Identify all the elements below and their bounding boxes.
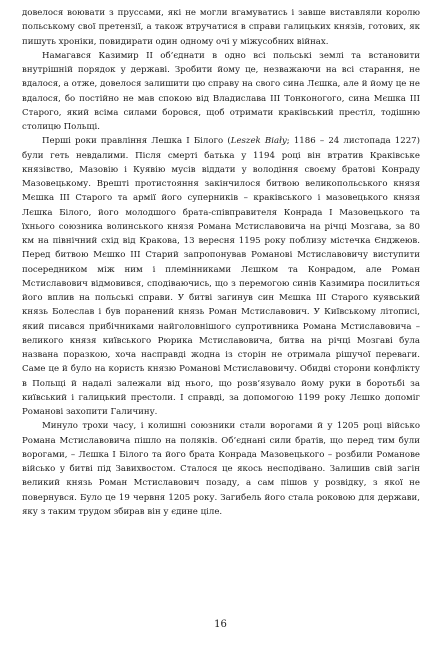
book-page-text xyxy=(22,6,420,519)
paragraph-3 xyxy=(22,134,420,419)
paragraph-4 xyxy=(22,419,420,519)
paragraph-3-polish-name: Leszek Biały xyxy=(230,136,287,147)
paragraph-2-text: Намагався Казимир II об’єднати в одно всі польські землі та встановити внутрішній порядок у державі. Зробити йому це, незважаючи на всі старання, не вдалося, а отже, довелося залишити цю справу на свого сина Лєшка, але й йому це не вдалося, бо постійно не мав спокою від Владислава III Тонконогого, сина Мєшка III Старого, який всіма силами боровся, щоб отримати краківський престіл, тодішню столицю Польщі. xyxy=(22,50,420,132)
paragraph-4-text: Минуло трохи часу, і колишні союзники стали ворогами й у 1205 році військо Романа Мстиславовича пішло на поляків. Об’єднані сили братів, що перед тим були ворогами, – Лєшка I Білого та його брата Конрада Мазовецького – розбили Романове військо у битві під Завихвостом. Сталося це якось несподівано. Залишив свій загін великий князь Роман Мстиславович позаду, а сам пішов у розвідку, з якої не повернувся. Було це 19 червня 1205 року. Загибель його стала роковою для держави, яку з таким трудом збирав він у єдине ціле. xyxy=(22,421,420,517)
page-number: 16 xyxy=(214,619,227,630)
paragraph-1-text: довелося воювати з пруссами, які не могли вгамуватись і завше виставляли королю польському свої претензії, а також втручатися в справи галицьких князів, готових, як пишуть хроніки, повидирати один одному очі у міжусобних війнах. xyxy=(22,8,420,47)
paragraph-2 xyxy=(22,49,420,135)
paragraph-3-text-a: Перші роки правління Лешка І Білого ( xyxy=(42,136,231,147)
paragraph-1 xyxy=(22,6,420,49)
paragraph-3-text-b: ; 1186 – 24 листопада 1227) були геть невдалими. Після смерті батька у 1194 році він втратив Краківське князівство, Мазовію і Куявію мусів віддати у володіння своєму братові Конраду Мазовецькому. Врешті протистояння закінчилося битвою великопольського князя Мєшка III Старого та армії його суперників – краківського і мазовецького князя Лєшка Білого, його молодшого брата-співправителя Конрада I Мазовецького та їхнього союзника волинського князя Романа Мстиславовича на річці Мозгава, за 80 км на північний схід від Кракова, 13 вересня 1195 року поблизу містечка Єнджеюв. Перед битвою Мєшко III Старий запропонував Романові Мстиславовичу виступити посередником між ним і племінниками Лєшком та Конрадом, але Роман Мстиславович відмовився, сподіваючись, що з перемогою синів Казимира посилиться його вплив на польські справи. У битві загинув син Мєшка III Старого куявський князь Болеслав і був поранений князь Роман Мстиславович. У Київському літописі, який писався прибічниками найголовнішого супротивника Романа Мстиславовича – великого князя київського Рюрика Мстиславовича, битва на річці Мозгаві була названа поразкою, хоча насправді жодна із сторін не отримала рішучої переваги. Саме це й було на користь князю Романові Мстиславовичу. Обидві сторони конфлікту в Польщі й надалі залежали від нього, що розв’язувало йому руки в боротьбі за київський і галицький престоли. І справді, за допомогою 1199 року Лєшко допоміг Романові захопити Галичину. xyxy=(22,136,421,417)
